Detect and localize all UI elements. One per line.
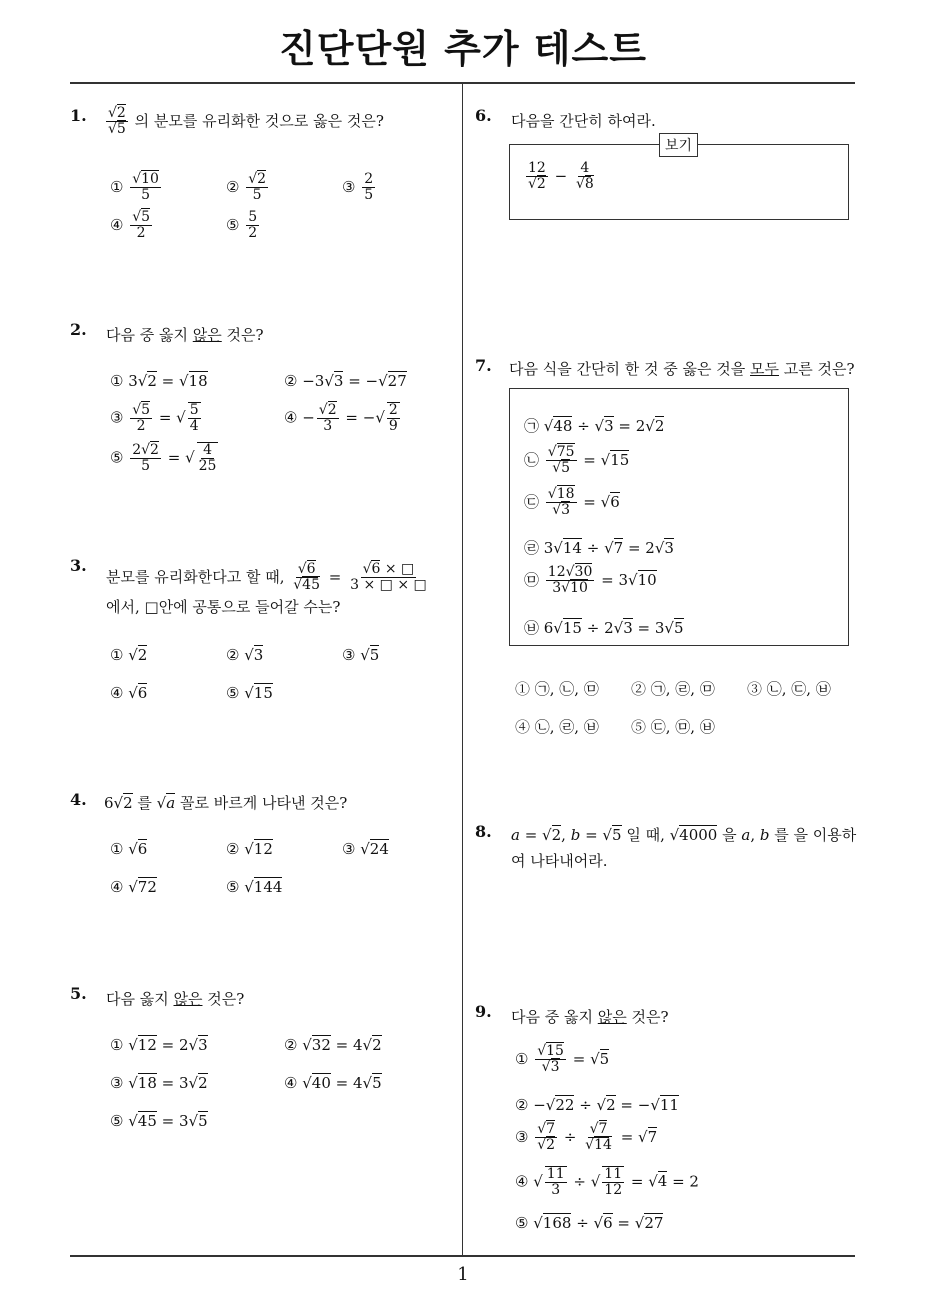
- option-4[interactable]: ④ √40 = 4√5: [284, 1074, 382, 1092]
- option-3[interactable]: ③ $\frac{√7}{√2}$ ÷ $\frac{√7}{√14}$ = √7: [515, 1121, 658, 1154]
- option-3[interactable]: ③ ㉡, ㉢, ㉥: [747, 680, 831, 698]
- question-text: $\frac{√2}{√5}$ 의 분모를 유리화한 것으로 옳은 것은?: [108, 105, 384, 138]
- question-number: 7.: [475, 356, 492, 375]
- question-number: 4.: [70, 790, 87, 809]
- option-5[interactable]: ⑤ √45 = 3√5: [110, 1112, 208, 1130]
- statement-a: ㉠ √48 ÷ √3 = 2√2: [524, 417, 665, 435]
- statement-box: [509, 388, 849, 646]
- statement-d: ㉣ 3√14 ÷ √7 = 2√3: [524, 539, 674, 557]
- option-2[interactable]: ② −3√3 = −√27: [284, 372, 407, 390]
- option-4[interactable]: ④ √ $\frac{11}{3}$ ÷ √ $\frac{11}{12}$ = √4 = 2: [515, 1166, 699, 1199]
- option-1[interactable]: ① √2: [110, 646, 148, 664]
- option-5[interactable]: ⑤ √15: [226, 684, 273, 702]
- option-2[interactable]: ② ㉠, ㉣, ㉤: [631, 680, 715, 698]
- option-5[interactable]: ⑤ $\frac{5}{2}$: [226, 209, 258, 242]
- option-4[interactable]: ④ ㉡, ㉣, ㉥: [515, 718, 599, 736]
- option-3[interactable]: ③ √24: [342, 840, 389, 858]
- option-2[interactable]: ② $\frac{√2}{5}$: [226, 171, 267, 204]
- page-title: 진단단원 추가 테스트: [279, 27, 647, 71]
- question-text: 다음을 간단히 하여라.: [511, 112, 656, 130]
- option-2[interactable]: ② √12: [226, 840, 273, 858]
- statement-e: ㉤ $\frac{12√30}{3√10}$ = 3√10: [524, 564, 657, 597]
- question-number: 3.: [70, 556, 87, 575]
- option-2[interactable]: ② √3: [226, 646, 264, 664]
- question-text-2: 에서, □안에 공통으로 들어갈 수는?: [106, 598, 341, 616]
- option-1[interactable]: ① $\frac{√15}{√3}$ = √5: [515, 1043, 610, 1076]
- option-4[interactable]: ④ √6: [110, 684, 148, 702]
- option-1[interactable]: ① 3√2 = √18: [110, 372, 208, 390]
- option-5[interactable]: ⑤ √144: [226, 878, 283, 896]
- question-text: 다음 식을 간단히 한 것 중 옳은 것을 모두 고른 것은?: [509, 360, 855, 378]
- column-divider: [462, 84, 463, 1256]
- question-number: 9.: [475, 1002, 492, 1021]
- option-3[interactable]: ③ $\frac{√5}{2}$ = √ $\frac{5}{4}$: [110, 401, 199, 435]
- option-1[interactable]: ① ㉠, ㉡, ㉤: [515, 680, 599, 698]
- question-text: 분모를 유리화한다고 할 때, $\frac{√6}{√45}$ = $\frac{√6 \times □}{3 \times □ \times □}$: [106, 561, 427, 594]
- option-1[interactable]: ① $\frac{√10}{5}$: [110, 171, 159, 204]
- example-box-label: 보기: [659, 133, 698, 157]
- footer-rule: [70, 1255, 855, 1257]
- option-4[interactable]: ④ − $\frac{√2}{3}$ = −√ $\frac{2}{9}$: [284, 401, 398, 435]
- question-number: 6.: [475, 106, 492, 125]
- option-4[interactable]: ④ √72: [110, 878, 157, 896]
- statement-b: ㉡ $\frac{√75}{√5}$ = √15: [524, 444, 630, 477]
- option-5[interactable]: ⑤ $\frac{2√2}{5}$ = √ $\frac{4}{25}$: [110, 441, 217, 475]
- statement-f: ㉥ 6√15 ÷ 2√3 = 3√5: [524, 619, 684, 637]
- question-text: 다음 중 옳지 않은 것은?: [511, 1008, 669, 1026]
- option-3[interactable]: ③ √5: [342, 646, 380, 664]
- option-2[interactable]: ② √32 = 4√2: [284, 1036, 382, 1054]
- question-text: a = √2, b = √5 일 때, √4000 을 a, b 를 을 이용하여 나타내어라.: [511, 826, 857, 870]
- question-number: 1.: [70, 106, 87, 125]
- option-3[interactable]: ③ $\frac{2}{5}$: [342, 171, 374, 204]
- option-3[interactable]: ③ √18 = 3√2: [110, 1074, 208, 1092]
- question-text: 6√2 를 √a 꼴로 바르게 나타낸 것은?: [104, 794, 348, 812]
- question-text: 다음 중 옳지 않은 것은?: [106, 326, 264, 344]
- option-1[interactable]: ① √12 = 2√3: [110, 1036, 208, 1054]
- page-number: 1: [457, 1264, 469, 1285]
- statement-c: ㉢ $\frac{√18}{√3}$ = √6: [524, 486, 620, 519]
- example-expression: $\frac{12}{√2}$ − $\frac{4}{√8}$: [528, 160, 594, 193]
- question-number: 5.: [70, 984, 87, 1003]
- option-5[interactable]: ⑤ √168 ÷ √6 = √27: [515, 1214, 664, 1232]
- option-2[interactable]: ② −√22 ÷ √2 = −√11: [515, 1096, 679, 1114]
- option-5[interactable]: ⑤ ㉢, ㉤, ㉥: [631, 718, 715, 736]
- question-number: 2.: [70, 320, 87, 339]
- option-4[interactable]: ④ $\frac{√5}{2}$: [110, 209, 151, 242]
- question-number: 8.: [475, 822, 492, 841]
- question-text: 다음 옳지 않은 것은?: [106, 990, 245, 1008]
- option-1[interactable]: ① √6: [110, 840, 148, 858]
